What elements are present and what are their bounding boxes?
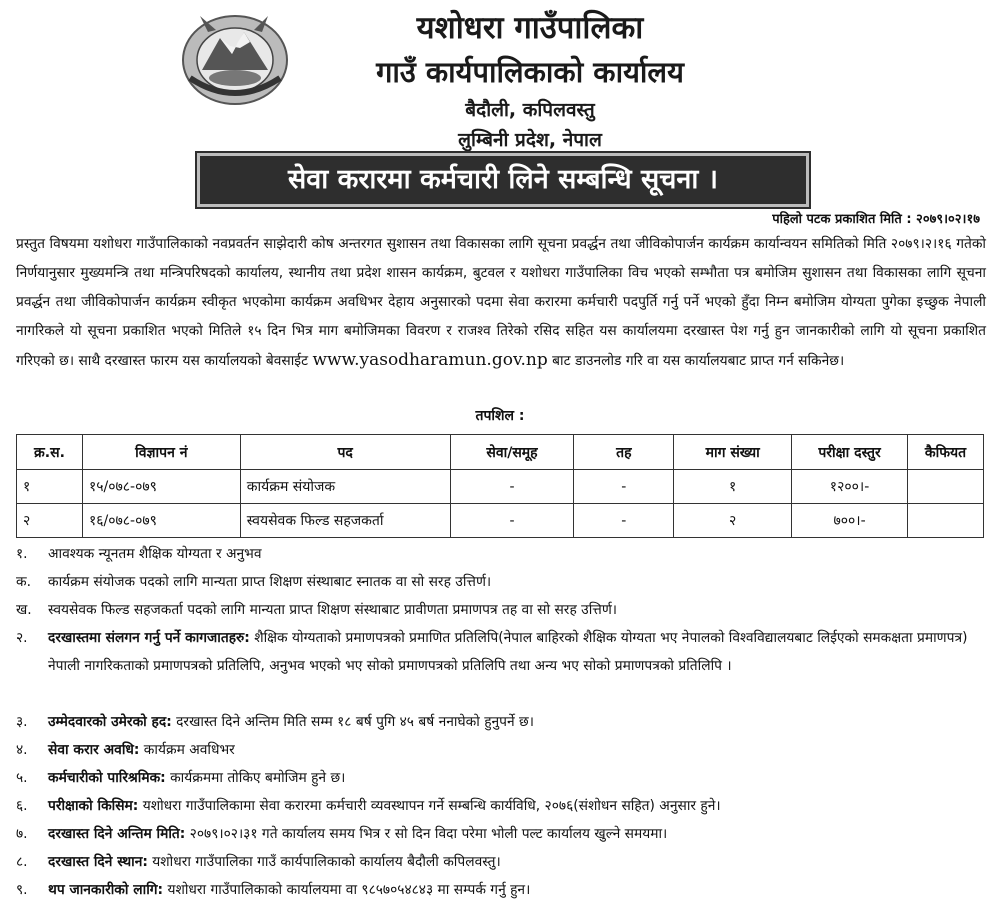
list-item [16,568,986,596]
item-label: उम्मेदवारको उमेरको हद: [48,714,172,730]
table-row [17,470,984,504]
item-text: कार्यक्रम संयोजक पदको लागि मान्यता प्राप्त शिक्षण संस्थाबाट स्नातक वा सो सरह उत्तिर्ण। [48,574,492,590]
notice-title-banner: सेवा करारमा कर्मचारी लिने सम्बन्धि सूचना । [197,153,809,207]
table-row [17,504,984,538]
col-header-level: तह [574,435,674,470]
item-text: कार्यक्रममा तोकिए बमोजिम हुने छ। [165,770,346,786]
item-number: ख. [16,602,32,618]
item-number: ४. [16,742,28,758]
item-label: दरखास्त दिने स्थान: [48,854,148,870]
cell-sn: २ [17,504,83,538]
cell-post: कार्यक्रम संयोजक [240,470,450,504]
cell-exam-fee: १२००।- [792,470,908,504]
col-header-demand-count: माग संख्या [674,435,792,470]
cell-demand-count: १ [674,470,792,504]
nepal-government-emblem-icon [180,8,290,108]
cell-exam-fee: ७००।- [792,504,908,538]
item-number: ३. [16,714,28,730]
col-header-sn: क्र.स. [17,435,83,470]
item-text: शैक्षिक योग्यताको प्रमाणपत्रको प्रमाणित प्रतिलिपि(नेपाल बाहिरको शैक्षिक योग्यता भए नेपालको विश्वविद्यालयबाट लिईएको समकक्षता प्रमाणपत्र) नेपाली नागरिकताको प्रमाणपत्रको प्रतिलिपि, अनुभव भएको भए सोको प्रमाणपत्रको प्रतिलिपि तथा अन्य भए सोको प्रमाणपत्रको प्रतिलिपि । [48,630,968,674]
cell-service-group: - [450,470,574,504]
cell-post: स्वयसेवक फिल्ड सहजकर्ता [240,504,450,538]
item-label: परीक्षाको किसिम: [48,798,139,814]
item-text: आवश्यक न्यूनतम शैक्षिक योग्यता र अनुभव [48,546,262,562]
publish-date: पहिलो पटक प्रकाशित मिति : २०७९।०२।१७ [772,212,980,227]
list-item [16,708,986,736]
vacancy-table [16,434,984,538]
list-item [16,596,986,624]
cell-service-group: - [450,504,574,538]
item-label: सेवा करार अवधि: [48,742,140,758]
list-item [16,736,986,764]
col-header-ad-no: विज्ञापन नं [82,435,240,470]
item-text: २०७९।०२।३१ गते कार्यालय समय भित्र र सो दिन विदा परेमा भोली पल्ट कार्यालय खुल्ने समयमा। [185,826,668,842]
col-header-service-group: सेवा/समूह [450,435,574,470]
list-item [16,764,986,792]
item-label: थप जानकारीको लागि: [48,882,164,898]
cell-remarks [907,470,983,504]
list-item [16,876,986,904]
list-item [16,848,986,876]
cell-level: - [574,470,674,504]
intro-text: प्रस्तुत विषयमा यशोधरा गाउँपालिकाको नवप्रवर्तन साझेदारी कोष अन्तरगत सुशासन तथा विकासका लागि सूचना प्रवर्द्धन तथा जीविकोपार्जन कार्यक्रम कार्यान्वयन समितिको मिति २०७९।२।१६ गतेको निर्णयानुसार मुख्यमन्त्रि तथा मन्त्रिपरिषदको कार्यालय, स्थानीय तथा प्रदेश शासन कार्यक्रम, बुटवल र यशोधरा गाउँपालिका विच भएको सम्भौता पत्र बमोजिम सुशासन तथा विकासका लागि सूचना प्रवर्द्धन तथा जीविकोपार्जन कार्यक्रम स्वीकृत भएकोमा कार्यक्रम अवधिभर देहाय अनुसारको पदमा सेवा करारमा कर्मचारी पदपुर्ति गर्नु पर्ने भएको हुँदा निम्न बमोजिम योग्यता पुगेका इच्छुक नेपाली नागरिकले यो सूचना प्रकाशित भएको मितिले १५ दिन भित्र माग बमोजिमका विवरण र राजश्व तिरेको रसिद सहित यस कार्यालयमा दरखास्त पेश गर्नु हुन जानकारीको लागि यो सूचना प्रकाशित गरिएको छ। साथै दरखास्त फारम यस कार्यालयको बेवसाईट [16,236,986,369]
item-label: दरखास्त दिने अन्तिम मिति: [48,826,186,842]
col-header-post: पद [240,435,450,470]
website-url: www.yasodharamun.gov.np [312,350,548,370]
cell-demand-count: २ [674,504,792,538]
list-item [16,624,986,680]
item-text: यशोधरा गाउँपालिकाको कार्यालयमा वा ९८५७०५४८४३ मा सम्पर्क गर्नु हुन। [163,882,531,898]
intro-after-url: बाट डाउनलोड गरि वा यस कार्यालयबाट प्राप्त गर्न सकिनेछ। [552,353,845,369]
item-text: कार्यक्रम अवधिभर [139,742,235,758]
item-number: १. [16,546,28,562]
cell-ad-no: १६/०७८-०७९ [82,504,240,538]
item-number: ५. [16,770,28,786]
cell-remarks [907,504,983,538]
office-location: बैदौली, कपिलवस्तु [465,99,595,121]
item-text: स्वयसेवक फिल्ड सहजकर्ता पदको लागि मान्यता प्राप्त शिक्षण संस्थाबाट प्रावीणता प्रमाणपत्र तह वा सो सरह उत्तिर्ण। [48,602,618,618]
item-label: दरखास्तमा संलगन गर्नु पर्ने कागजातहरु: [48,630,250,646]
cell-ad-no: १५/०७८-०७९ [82,470,240,504]
item-number: २. [16,630,28,646]
cell-sn: १ [17,470,83,504]
item-number: ८. [16,854,28,870]
municipality-name: यशोधरा गाउँपालिका [416,10,644,46]
item-text: दरखास्त दिने अन्तिम मिति सम्म १८ बर्ष पुगि ४५ बर्ष ननाघेको हुनुपर्ने छ। [171,714,534,730]
item-number: ९. [16,882,28,898]
table-header-row [17,435,984,470]
cell-level: - [574,504,674,538]
list-item [16,820,986,848]
item-number: ६. [16,798,28,814]
office-name: गाउँ कार्यपालिकाको कार्यालय [376,55,684,89]
province-country: लुम्बिनी प्रदेश, नेपाल [458,129,602,151]
details-label: तपशिल : [475,408,525,424]
item-number: ७. [16,826,28,842]
list-item [16,792,986,820]
list-item [16,540,986,568]
item-text: यशोधरा गाउँपालिका गाउँ कार्यपालिकाको कार्यालय बैदौली कपिलवस्तु। [147,854,501,870]
item-label: कर्मचारीको पारिश्रमिक: [48,770,166,786]
col-header-exam-fee: परीक्षा दस्तुर [792,435,908,470]
intro-paragraph [16,230,986,376]
item-text: यशोधरा गाउँपालिकामा सेवा करारमा कर्मचारी व्यवस्थापन गर्ने सम्बन्धि कार्यविधि, २०७६(संशोधन सहित) अनुसार हुने। [138,798,721,814]
item-number: क. [16,574,31,590]
col-header-remarks: कैफियत [907,435,983,470]
